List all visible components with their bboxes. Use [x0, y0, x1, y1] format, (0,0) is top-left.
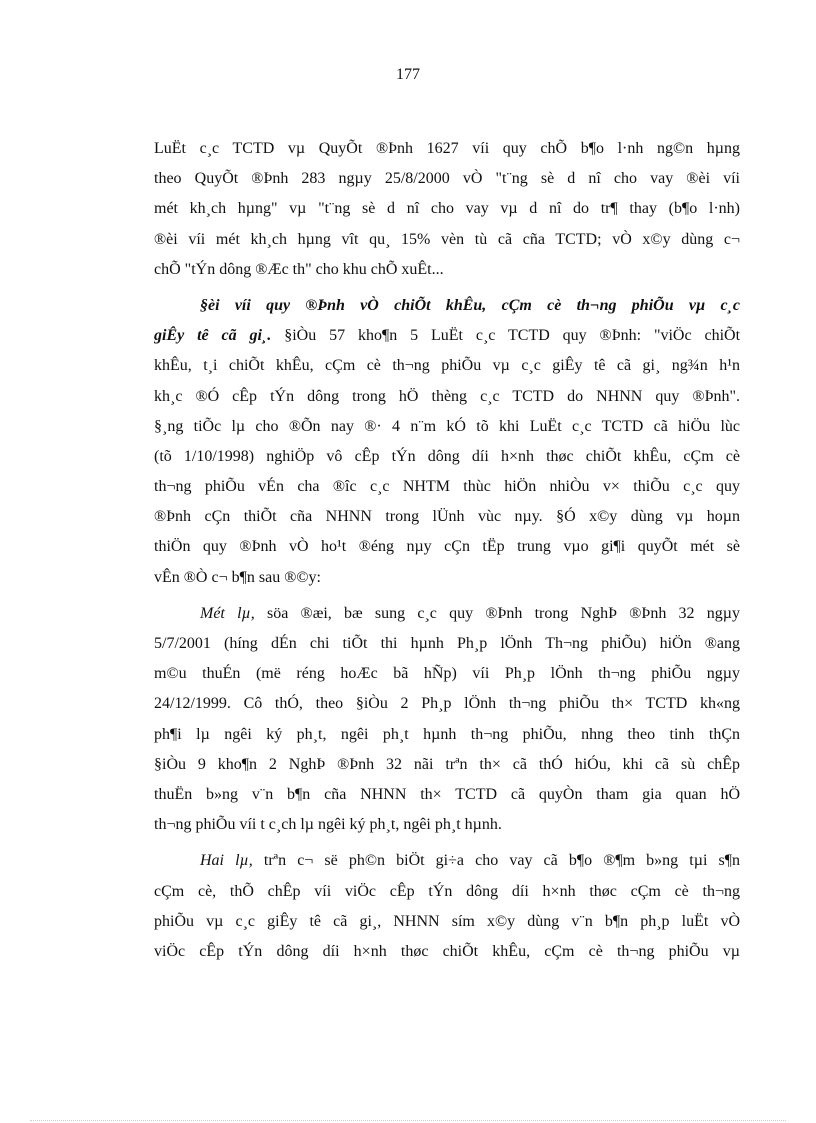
text-line: ph¶i lµ ngêi ký ph¸t, ngêi ph¸t hµnh th¬ng phiÕu, nhng theo tinh thÇn [154, 725, 740, 743]
text-line: thuËn b»ng v¨n b¶n cña NHNN th× TCTD cã quyÒn tham gia quan hÖ [154, 785, 740, 803]
paragraph-1 [154, 134, 740, 285]
enumeration-lead: Mét lµ, [200, 604, 255, 622]
text-line: khÊu, t¸i chiÕt khÊu, cÇm cè th¬ng phiÕu vµ c¸c giÊy tê cã gi¸ ng¾n h¹n [154, 357, 740, 375]
text-line: 24/12/1999. Cô thÓ, theo §iÒu 2 Ph¸p lÖnh th¬ng phiÕu th× TCTD kh«ng [154, 695, 740, 713]
body-text [154, 134, 740, 973]
text-line: thiÖn quy ®Þnh vÒ ho¹t ®éng nµy cÇn tËp trung vµo gi¶i quyÕt mét sè [154, 538, 740, 556]
text-run: söa ®æi, bæ sung c¸c quy ®Þnh trong NghÞ ®Þnh 32 ngµy [254, 604, 740, 622]
text-line: LuËt c¸c TCTD vµ QuyÕt ®Þnh 1627 víi quy chÕ b¶o l·nh ng©n hµng [154, 140, 740, 157]
text-line: 5/7/2001 (híng dÉn chi tiÕt thi hµnh Ph¸p lÖnh Th¬ng phiÕu) hiÖn ®ang [154, 635, 740, 653]
paragraph-heading-end: giÊy tê cã gi¸. [154, 327, 272, 345]
text-run: trªn c¬ së ph©n biÖt gi÷a cho vay cã b¶o ®¶m b»ng tµi s¶n [252, 852, 740, 870]
paragraph-3 [154, 599, 740, 841]
text-line: m©u thuÉn (më réng hoÆc bã hÑp) víi Ph¸p lÖnh th¬ng phiÕu ngµy [154, 665, 740, 683]
text-line: §¸ng tiÕc lµ cho ®Õn nay ®· 4 n¨m kÓ tõ khi LuËt c¸c TCTD cã hiÖu lùc [154, 417, 740, 435]
text-line: §iÒu 9 kho¶n 2 NghÞ ®Þnh 32 nãi trªn th× cã thÓ hiÓu, khi cã sù chÊp [154, 755, 740, 773]
paragraph-4 [154, 846, 740, 967]
text-line [154, 321, 740, 351]
text-line: phiÕu vµ c¸c giÊy tê cã gi¸, NHNN sím x©y dùng v¨n b¶n ph¸p luËt vÒ [154, 912, 740, 930]
text-line: chÕ "tÝn dông ®Æc th" cho khu chÕ xuÊt... [154, 260, 444, 278]
text-line [154, 599, 740, 629]
text-line: ®Þnh cÇn thiÕt cña NHNN trong lÜnh vùc nµy. §Ó x©y dùng vµ hoµn [154, 508, 740, 526]
page-number: 177 [396, 66, 420, 83]
text-line: kh¸c ®Ó cÊp tÝn dông trong hÖ thèng c¸c TCTD do NHNN quy ®Þnh". [154, 387, 740, 405]
text-line: theo QuyÕt ®Þnh 283 ngµy 25/8/2000 vÒ "t¨ng sè d nî cho vay ®èi víi [154, 170, 740, 188]
text-line: vÊn ®Ò c¬ b¶n sau ®©y: [154, 568, 321, 586]
text-line: (tõ 1/10/1998) nghiÖp vô cÊp tÝn dông díi h×nh thøc chiÕt khÊu, cÇm cè [154, 447, 740, 465]
text-line: mét kh¸ch hµng" vµ "t¨ng sè d nî cho vay vµ d nî do tr¶ thay (b¶o l·nh) [154, 200, 740, 218]
text-line: th¬ng phiÕu vÉn cha ®îc c¸c NHTM thùc hiÖn nhiÒu v× thiÕu c¸c quy [154, 478, 740, 496]
text-line: viÖc cÊp tÝn dông díi h×nh thøc chiÕt khÊu, cÇm cè th¬ng phiÕu vµ [154, 942, 740, 960]
page-bottom-rule [30, 1120, 786, 1121]
text-line: cÇm cè, thÕ chÊp víi viÖc cÊp tÝn dông díi h×nh thøc cÇm cè th¬ng [154, 882, 740, 900]
text-run: §iÒu 57 kho¶n 5 LuËt c¸c TCTD quy ®Þnh: "viÖc chiÕt [271, 327, 740, 345]
text-line [154, 846, 740, 876]
enumeration-lead: Hai lµ, [200, 852, 253, 870]
paragraph-2 [154, 291, 740, 593]
paragraph-heading: §èi víi quy ®Þnh vÒ chiÕt khÊu, cÇm cè th¬ng phiÕu vµ c¸c [200, 296, 740, 314]
text-line: th¬ng phiÕu víi t c¸ch lµ ngêi ký ph¸t, ngêi ph¸t hµnh. [154, 816, 502, 834]
text-line: ®èi víi mét kh¸ch hµng vît qu¸ 15% vèn tù cã cña TCTD; vÒ x©y dùng c¬ [154, 230, 740, 248]
